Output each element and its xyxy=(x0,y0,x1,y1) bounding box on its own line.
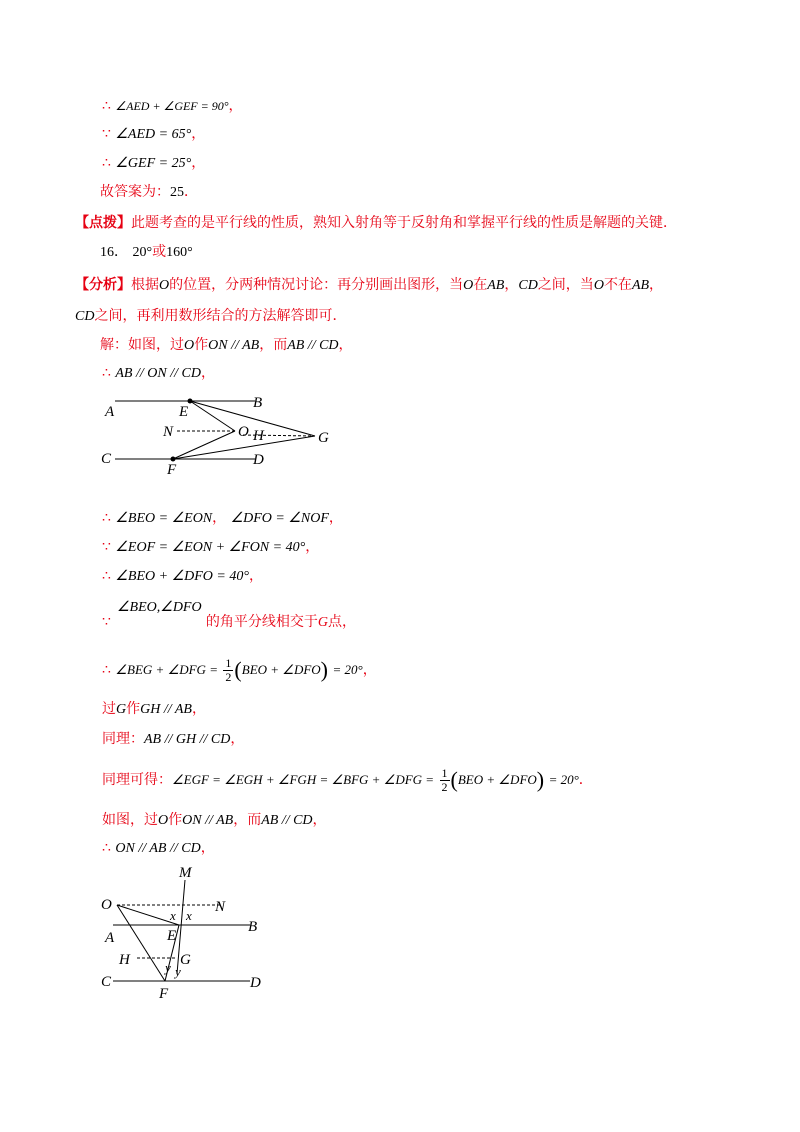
denominator: 2 xyxy=(225,669,232,684)
line-cd: CD xyxy=(518,278,538,293)
text: 之间，再利用数形结合的方法解答即可． xyxy=(94,308,347,324)
paren-open: ( xyxy=(234,657,242,682)
punct: ， xyxy=(328,510,343,526)
line-17 xyxy=(102,729,244,750)
equation: ∠DFO = ∠NOF xyxy=(230,511,329,526)
punct: ， xyxy=(248,568,263,584)
equation: AB // GH // CD xyxy=(144,732,231,747)
line-10 xyxy=(102,363,215,384)
line-3 xyxy=(102,153,205,174)
therefore-symbol: ∴ xyxy=(102,98,111,114)
punct: ， xyxy=(230,731,245,747)
seg-of xyxy=(117,905,165,981)
equation: ∠AED = 65° xyxy=(115,127,192,142)
text: ， xyxy=(312,812,327,828)
therefore-symbol: ∴ xyxy=(102,510,111,526)
punct: ， xyxy=(200,840,215,856)
paren-open: ( xyxy=(450,767,458,792)
answer-label: 故答案为： xyxy=(100,184,170,200)
label-b: B xyxy=(253,395,263,411)
line-9-solution xyxy=(100,335,353,356)
line-14 xyxy=(102,612,356,633)
or-text: 或 xyxy=(152,244,167,260)
line-6-question-16 xyxy=(100,242,193,263)
label-d: D xyxy=(250,975,261,991)
label-h: H xyxy=(119,952,130,968)
label-h: H xyxy=(253,428,264,444)
because-symbol: ∵ xyxy=(102,539,111,555)
punct: ， xyxy=(362,662,377,678)
answer-value: 25 xyxy=(170,185,184,200)
label-f: F xyxy=(167,462,177,478)
punct: ， xyxy=(191,126,206,142)
equation: ∠BEO = ∠EON xyxy=(115,511,213,526)
because-symbol: ∵ xyxy=(102,126,111,142)
text: 点， xyxy=(327,614,356,630)
text: 的位置，分两种情况讨论：再分别画出图形，当 xyxy=(169,277,464,293)
text: 作 xyxy=(168,812,183,828)
analysis-tag: 【分析】 xyxy=(75,277,131,293)
label-a: A xyxy=(105,404,115,420)
label-d: D xyxy=(253,452,264,468)
punct: ． xyxy=(184,184,198,200)
label-n: N xyxy=(215,899,226,915)
tip-text: 此题考查的是平行线的性质，熟知入射角等于反射角和掌握平行线的性质是解题的关键． xyxy=(131,215,677,231)
line-2 xyxy=(102,124,205,145)
text: 同理可得： xyxy=(102,772,172,788)
punct: ， xyxy=(191,155,206,171)
punct: ． xyxy=(578,772,593,788)
label-x1: x xyxy=(170,908,176,923)
line-19 xyxy=(102,810,327,831)
point-o: O xyxy=(184,338,195,353)
therefore-symbol: ∴ xyxy=(102,662,111,678)
equation-lhs: ∠BEG + ∠DFG = xyxy=(115,662,218,677)
answer-b: 160° xyxy=(166,245,193,260)
label-c: C xyxy=(101,974,112,990)
equation-rhs: = 20° xyxy=(332,662,363,677)
numerator: 1 xyxy=(441,765,448,780)
line-15 xyxy=(102,656,377,684)
text: ， xyxy=(649,277,664,293)
equation: ∠GEF = 25° xyxy=(115,156,192,171)
line-ab: AB xyxy=(631,278,650,293)
label-o: O xyxy=(238,424,249,440)
label-b: B xyxy=(248,919,258,935)
equation: ∠EOF = ∠EON + ∠FON = 40° xyxy=(115,540,306,555)
text: 根据 xyxy=(131,277,159,293)
equation: ON // AB xyxy=(208,338,260,353)
text: 不在 xyxy=(603,277,632,293)
fraction-half xyxy=(223,657,233,684)
paren-close: ) xyxy=(320,657,328,682)
label-n: N xyxy=(163,424,174,440)
equation: AB // CD xyxy=(261,813,313,828)
text: 过 xyxy=(102,701,116,717)
equation: ∠AED + ∠GEF = 90° xyxy=(115,99,229,113)
punct: ， xyxy=(228,98,243,114)
punct: ， xyxy=(305,539,320,555)
text: ， xyxy=(338,337,353,353)
line-13 xyxy=(102,566,263,587)
equation: ON // AB // CD xyxy=(115,841,201,856)
text: 作 xyxy=(126,701,141,717)
equation-rhs: = 20° xyxy=(548,772,579,787)
label-a: A xyxy=(105,930,115,946)
label-m: M xyxy=(179,865,192,881)
therefore-symbol: ∴ xyxy=(102,840,111,856)
text: ，而 xyxy=(233,812,262,828)
because-symbol: ∵ xyxy=(102,614,111,630)
line-4-answer xyxy=(100,182,198,203)
equation: ON // AB xyxy=(182,813,234,828)
line-18 xyxy=(102,766,593,794)
line-cd: CD xyxy=(75,309,95,324)
label-y1: y xyxy=(165,960,171,975)
text: 如图，过 xyxy=(102,812,158,828)
fraction-half xyxy=(440,767,450,794)
paren-close: ) xyxy=(536,767,545,792)
equation-inner: BEO + ∠DFO xyxy=(457,772,537,787)
figure-1-diagram xyxy=(95,388,345,478)
text: 作 xyxy=(194,337,209,353)
text: 解：如图，过 xyxy=(100,337,184,353)
equation: AB // CD xyxy=(287,338,339,353)
therefore-symbol: ∴ xyxy=(102,365,111,381)
label-y2: y xyxy=(175,964,181,979)
line-12 xyxy=(102,537,319,558)
point-o: O xyxy=(463,278,474,293)
label-o: O xyxy=(101,897,112,913)
text: ，而 xyxy=(259,337,288,353)
tip-tag: 【点拨】 xyxy=(75,215,131,231)
punct: ， xyxy=(200,365,215,381)
point-g: G xyxy=(317,615,328,630)
line-ab: AB xyxy=(487,278,505,293)
text: 的角平分线相交于 xyxy=(205,614,318,630)
label-x2: x xyxy=(186,908,192,923)
point-o: O xyxy=(159,278,170,293)
point-o: O xyxy=(593,278,604,293)
line-5-tip xyxy=(75,213,677,233)
line-7-analysis xyxy=(75,275,663,296)
point-f xyxy=(171,457,176,462)
label-e: E xyxy=(167,928,177,944)
denominator: 2 xyxy=(441,779,448,794)
label-g: G xyxy=(318,430,329,446)
line-16 xyxy=(102,699,206,720)
text: 同理： xyxy=(102,731,144,747)
punct: ， xyxy=(191,701,206,717)
label-c: C xyxy=(101,451,112,467)
equation-lhs: ∠EGF = ∠EGH + ∠FGH = ∠BFG + ∠DFG = xyxy=(172,772,435,787)
punct: ， xyxy=(212,510,227,526)
point-o: O xyxy=(158,813,169,828)
therefore-symbol: ∴ xyxy=(102,155,111,171)
point-g: G xyxy=(116,702,127,717)
seg-eo xyxy=(190,401,235,431)
label-e: E xyxy=(179,404,189,420)
therefore-symbol: ∴ xyxy=(102,568,111,584)
equation: ∠BEO,∠DFO xyxy=(117,600,202,615)
line-11 xyxy=(102,508,343,529)
line-1 xyxy=(102,96,243,116)
equation: GH // AB xyxy=(140,702,192,717)
equation: ∠BEO + ∠DFO = 40° xyxy=(115,569,249,584)
equation: AB // ON // CD xyxy=(115,366,201,381)
answer-a: 20° xyxy=(132,245,153,260)
seg-fo xyxy=(173,431,235,459)
figure-2-diagram xyxy=(95,862,295,1002)
label-g: G xyxy=(180,952,191,968)
line-20 xyxy=(102,838,215,859)
line-8 xyxy=(75,306,346,327)
point-e xyxy=(188,399,193,404)
numerator: 1 xyxy=(225,655,232,670)
text: 在 xyxy=(473,277,488,293)
label-f: F xyxy=(159,986,169,1002)
equation-inner: BEO + ∠DFO xyxy=(241,662,321,677)
text: 之间，当 xyxy=(537,277,594,293)
question-number: 16． xyxy=(100,245,128,260)
text: ， xyxy=(504,277,519,293)
